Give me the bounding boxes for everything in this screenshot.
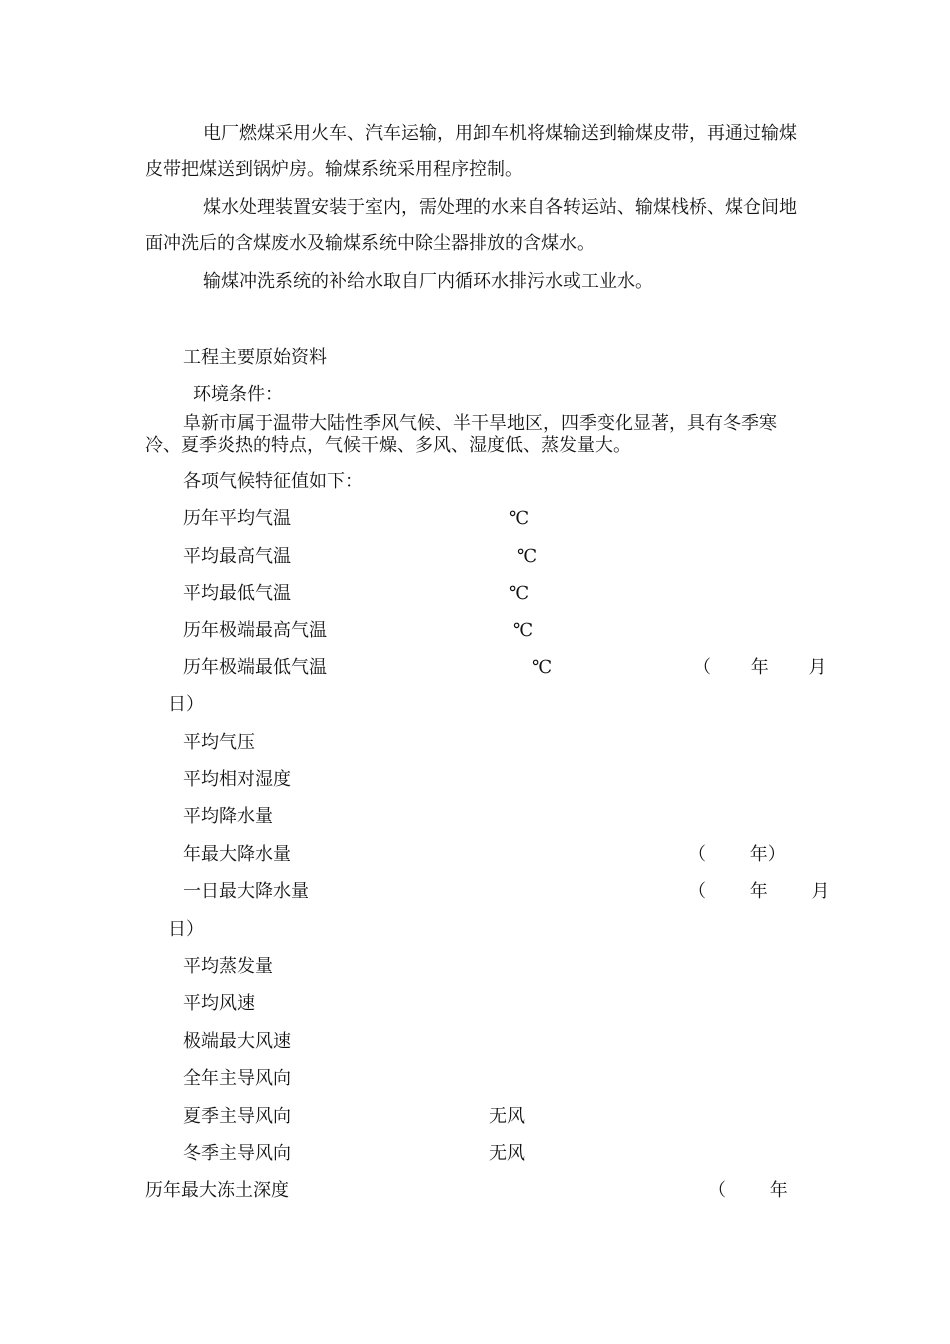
climate-row: [0, 1179, 950, 1203]
climate-row: [0, 545, 950, 569]
row-label: 平均气压: [183, 732, 255, 753]
row-label: 历年最大冻土深度: [145, 1180, 289, 1201]
climate-row: [0, 880, 950, 904]
row-label: 平均风速: [183, 993, 255, 1014]
row-value: ℃: [509, 508, 530, 529]
row-label: 平均蒸发量: [183, 956, 273, 977]
climate-description: 阜新市属于温带大陆性季风气候、半干旱地区，四季变化显著，具有冬季寒冷、夏季炎热的特点，气候干燥、多风、湿度低、蒸发量大。: [145, 413, 777, 456]
row-label: 全年主导风向: [183, 1068, 291, 1089]
row-value: 无风: [489, 1106, 525, 1127]
row-label: 夏季主导风向: [183, 1106, 291, 1127]
climate-row: [0, 768, 950, 792]
climate-row: [0, 619, 950, 643]
climate-intro: 各项气候特征值如下：: [183, 471, 363, 492]
row-note: （ 年 月: [688, 881, 830, 902]
climate-row: [0, 1067, 950, 1091]
row-note: （ 年 月: [693, 657, 827, 678]
row-note: （ 年）: [688, 844, 786, 865]
row-note-continuation: 日）: [168, 919, 204, 940]
environment-heading: 环境条件：: [193, 384, 283, 405]
intro-paragraph-1: 电厂燃煤采用火车、汽车运输，用卸车机将煤输送到输煤皮带，再通过输煤皮带把煤送到锅炉房。输煤系统采用程序控制。: [145, 123, 797, 180]
row-value: ℃: [517, 546, 538, 567]
row-label: 平均最高气温: [183, 546, 291, 567]
climate-row: [0, 843, 950, 867]
row-value: ℃: [509, 583, 530, 604]
row-value: ℃: [513, 620, 534, 641]
row-label: 历年极端最低气温: [183, 657, 327, 678]
climate-row: [0, 1142, 950, 1166]
climate-row: [0, 1030, 950, 1054]
climate-row: [0, 656, 950, 680]
climate-row: [0, 731, 950, 755]
section-title: 工程主要原始资料: [183, 347, 327, 368]
intro-paragraph-3: 输煤冲洗系统的补给水取自厂内循环水排污水或工业水。: [203, 271, 653, 292]
row-value: ℃: [532, 657, 553, 678]
row-label: 平均最低气温: [183, 583, 291, 604]
climate-row: [0, 582, 950, 606]
row-label: 冬季主导风向: [183, 1143, 291, 1164]
row-label: 平均相对湿度: [183, 769, 291, 790]
climate-row: [0, 1105, 950, 1129]
climate-row: [0, 955, 950, 979]
climate-row: [0, 992, 950, 1016]
row-label: 平均降水量: [183, 806, 273, 827]
climate-row: [0, 805, 950, 829]
row-label: 年最大降水量: [183, 844, 291, 865]
row-note: （ 年: [708, 1180, 788, 1201]
intro-paragraph-2: 煤水处理装置安装于室内，需处理的水来自各转运站、输煤栈桥、煤仓间地面冲洗后的含煤废水及输煤系统中除尘器排放的含煤水。: [145, 197, 797, 254]
row-label: 历年极端最高气温: [183, 620, 327, 641]
climate-row: [0, 507, 950, 531]
row-label: 历年平均气温: [183, 508, 291, 529]
row-note-continuation: 日）: [168, 694, 204, 715]
row-label: 一日最大降水量: [183, 881, 309, 902]
row-label: 极端最大风速: [183, 1031, 291, 1052]
row-value: 无风: [489, 1143, 525, 1164]
